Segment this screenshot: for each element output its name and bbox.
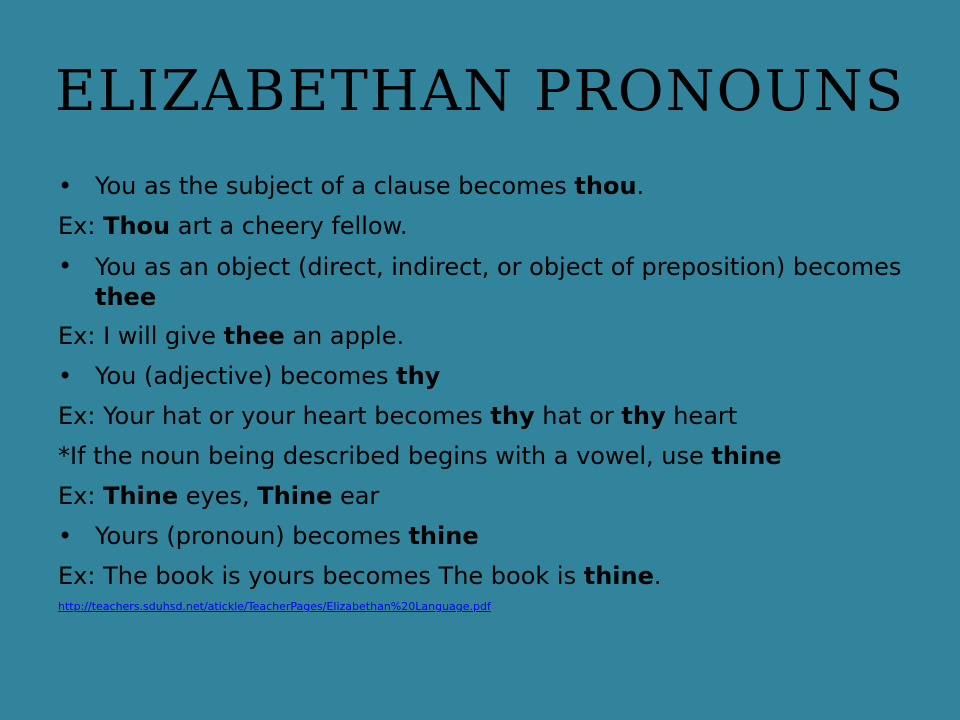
bullet-item: • You (adjective) becomes thy	[58, 356, 918, 396]
example-line: Ex: The book is yours becomes The book is thine.	[58, 562, 662, 590]
bullet-item: • Yours (pronoun) becomes thine	[58, 516, 918, 556]
slide-body	[58, 166, 918, 596]
example-line: Ex: I will give thee an apple.	[58, 322, 405, 350]
bullet-item: • You as an object (direct, indirect, or object of preposition) becomes thee	[58, 246, 918, 316]
bullet-icon: •	[58, 252, 73, 280]
bullet-icon: •	[58, 522, 73, 550]
example-line: Ex: Thine eyes, Thine ear	[58, 482, 380, 510]
bullet-icon: •	[58, 172, 73, 200]
example-line: Ex: Thou art a cheery fellow.	[58, 212, 408, 240]
bullet-item: • You as the subject of a clause becomes thou.	[58, 166, 918, 206]
bullet-icon: •	[58, 362, 73, 390]
note-line: *If the noun being described begins with a vowel, use thine	[58, 442, 782, 470]
example-line: Ex: Your hat or your heart becomes thy hat or thy heart	[58, 402, 738, 430]
slide-title: ELIZABETHAN PRONOUNS	[54, 59, 906, 124]
source-link[interactable]: http://teachers.sduhsd.net/atickle/TeacherPages/Elizabethan%20Language.pdf	[58, 600, 491, 613]
